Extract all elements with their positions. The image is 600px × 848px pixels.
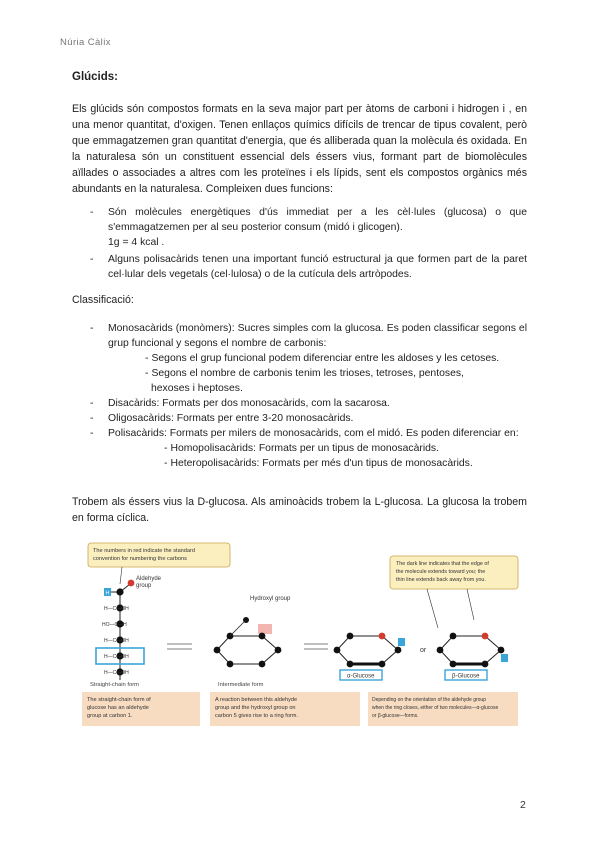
list-item-extra: 1g = 4 kcal .: [108, 237, 165, 248]
list-item-text: Polisacàrids: Formats per milers de monosacàrids, com el midó. Es poden diferenciar en:: [108, 428, 519, 439]
beta-label: β-Glucose: [452, 673, 480, 680]
callout-right: [390, 556, 518, 628]
intermediate-label: Intermediate form: [218, 682, 264, 688]
list-item: [90, 396, 527, 411]
sublist-item: - Homopolisacàrids: Formats per un tipus de monosacàrids.: [164, 443, 440, 454]
caption2-line: A reaction between this aldehyde: [215, 697, 298, 703]
svg-text:H: H: [105, 590, 110, 597]
list-item: [90, 205, 527, 250]
hydroxyl-label: Hydroxyl group: [250, 596, 291, 602]
list-item-text: Alguns polisacàrids tenen una important funció estructural ja que formen part de la paret cel·lular dels vegetals (cel·lulosa) o de la cutícula dels artròpodes.: [108, 254, 527, 280]
caption1-line: glucose has an aldehyde: [87, 705, 149, 711]
list-item: [90, 426, 527, 471]
chain-group: H—C—OH: [104, 654, 129, 660]
alpha-label: α-Glucose: [347, 673, 375, 680]
list-item: [90, 321, 527, 396]
caption1-line: The straight-chain form of: [87, 697, 151, 703]
author-name: Núria Càlix: [60, 37, 111, 48]
sublist-item: - Segons el grup funcional podem diferenciar entre les aldoses y les cetoses.: [145, 353, 500, 364]
chain-group: H—C—OH: [104, 638, 129, 644]
sublist-item-text: Segons el grup funcional podem diferenciar entre les aldoses y les cetoses.: [151, 353, 500, 364]
equilibrium-arrow: [304, 644, 328, 649]
sublist-item: [145, 381, 527, 396]
classification-list: [90, 321, 527, 471]
callout-left-line: The numbers in red indicate the standard: [93, 548, 195, 554]
callout-left-line: convention for numbering the carbons: [93, 556, 187, 562]
caption2-line: group and the hydroxyl group on: [215, 705, 296, 711]
straight-chain-molecule: [90, 576, 162, 688]
sublist-item-text: hexoses i heptoses.: [151, 383, 243, 394]
aldehyde-label: Aldehyde: [136, 576, 162, 582]
classification-title: Classificació:: [72, 294, 134, 306]
straight-label: Straight-chain form: [90, 682, 139, 688]
list-item-text: Són molècules energètiques d'ús immediat per a les cèl·lules (glucosa) o que s'emmagatzemen per al seu posterior consum (midó i glicogen).: [108, 207, 527, 233]
sublist-item: - Segons el nombre de carbonis tenim les trioses, tetroses, pentoses,: [145, 368, 464, 379]
list-item: [90, 252, 527, 282]
callout-right-line: the molecule extends toward you; the: [396, 569, 486, 575]
callout-right-line: thin line extends back away from you.: [396, 577, 486, 583]
page-number: 2: [520, 799, 526, 811]
list-item-text: Oligosacàrids: Formats per entre 3-20 monosacàrids.: [108, 413, 354, 424]
aldehyde-label: group: [136, 583, 152, 589]
figure-captions: [82, 692, 522, 732]
carbon-atom: [116, 588, 123, 595]
caption3-line: or β-glucose—forms.: [372, 713, 419, 719]
chain-group: HO—C—H: [102, 622, 127, 628]
sublist-item-text: Heteropolisacàrids: Formats per més d'un tipus de monosacàrids.: [170, 458, 473, 469]
sublist-item: - Heteropolisacàrids: Formats per més d'un tipus de monosacàrids.: [164, 458, 473, 469]
caption3-line: Depending on the orientation of the aldehyde group: [372, 697, 486, 703]
chain-group: H—C—OH: [104, 670, 129, 676]
equilibrium-arrow: [167, 644, 192, 649]
intermediate-molecule: [214, 596, 291, 688]
closing-paragraph: Trobem als éssers vius la D-glucosa. Als aminoàcids trobem la L-glucosa. La glucosa la trobem en forma cíclica.: [72, 496, 527, 524]
sublist-item-text: Segons el nombre de carbonis tenim les trioses, tetroses, pentoses,: [151, 368, 464, 379]
sublist-item-text: Homopolisacàrids: Formats per un tipus de monosacàrids.: [170, 443, 440, 454]
glucose-forms-figure: [82, 540, 522, 690]
alpha-glucose-molecule: [334, 633, 405, 680]
list-item-text: Monosacàrids (monòmers): Sucres simples com la glucosa. Es poden classificar segons el grup funcional y segons el nombre de carbonis:: [108, 323, 527, 349]
list-item: [90, 411, 527, 426]
list-item-text: Disacàrids: Formats per dos monosacàrids, com la sacarosa.: [108, 398, 390, 409]
caption2-line: carbon 5 gives rise to a ring form.: [215, 713, 299, 719]
callout-right-line: The dark line indicates that the edge of: [396, 561, 489, 567]
caption1-line: group at carbon 1.: [87, 713, 133, 719]
functions-list: [90, 205, 527, 284]
sublist: [108, 351, 527, 396]
section-title: Glúcids:: [72, 71, 119, 83]
intro-paragraph: Els glúcids són compostos formats en la seva major part per àtoms de carboni i hidrogen i , en una menor quantitat, d'oxigen. Tenen enllaços químics difícils de trencar de tipus covalent, però que emmagatzemen gran quantitat d'energia, que és alliberada quan la molècula és oxidada. En la naturalesa són un constituent essencial dels éssers vius, formant part de biomolècules aïllades o associades a altres com les proteïnes i els lípids, sent els compostos orgànics més abundants en la naturalesa. Compleixen dues funcions:: [72, 103, 527, 195]
caption3-line: when the ring closes, either of two molecules—α-glucose: [372, 705, 499, 711]
chain-group: H—C—OH: [104, 606, 129, 612]
or-label: or: [420, 647, 427, 654]
beta-glucose-molecule: [437, 633, 508, 680]
sublist: [108, 441, 527, 471]
